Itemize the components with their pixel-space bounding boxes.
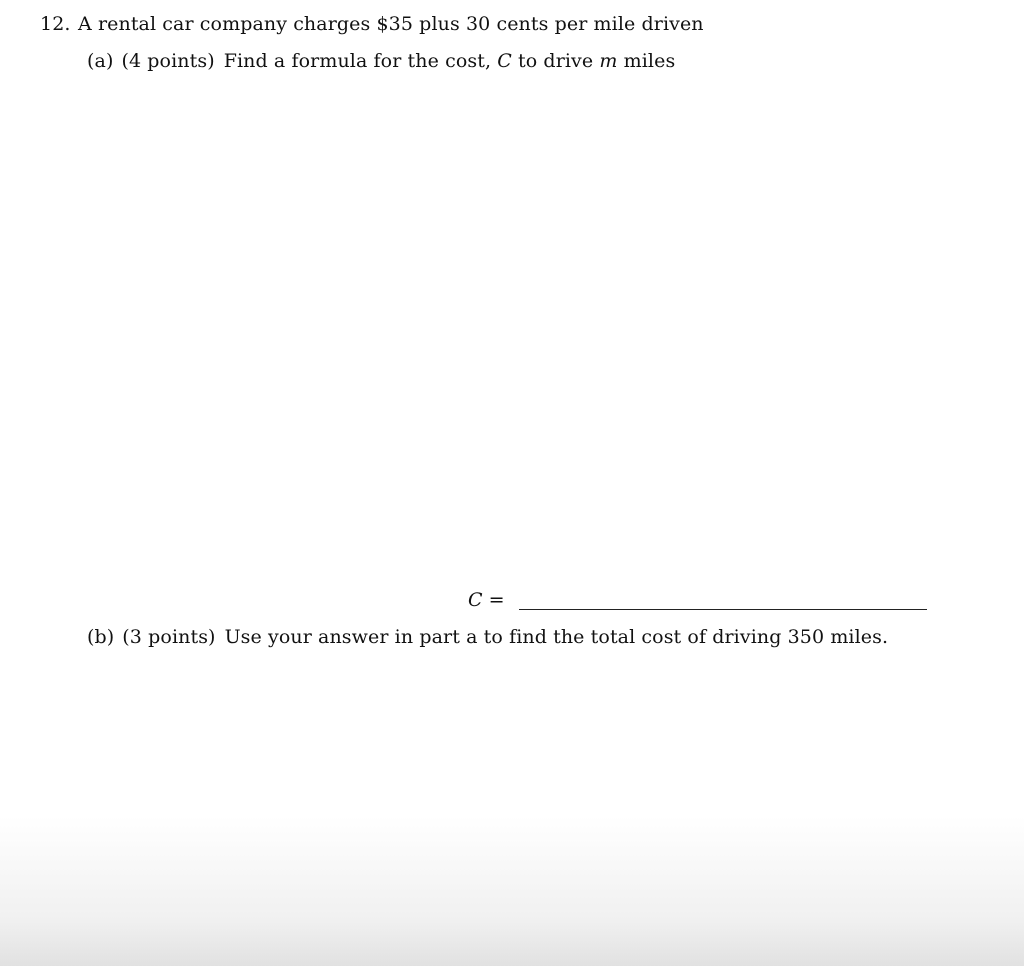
- variable-m: m: [599, 50, 618, 72]
- part-a-text-1: Find a formula for the cost,: [223, 50, 492, 72]
- part-a-text-3: miles: [623, 50, 676, 72]
- answer-label: [468, 588, 505, 612]
- part-a: [87, 49, 675, 73]
- variable-c: C: [497, 50, 512, 72]
- answer-equals: =: [488, 589, 505, 611]
- part-b-points: (3 points): [122, 626, 216, 648]
- part-a-label: (a): [87, 50, 114, 72]
- part-a-text-2: to drive: [518, 50, 594, 72]
- part-b-text: Use your answer in part a to find the total cost of driving 350 miles.: [224, 626, 889, 648]
- part-a-points: (4 points): [121, 50, 215, 72]
- answer-variable: C: [468, 589, 483, 611]
- part-b: [87, 625, 888, 649]
- question-stem: A rental car company charges $35 plus 30 cents per mile driven: [78, 13, 704, 35]
- question-number: 12.: [40, 13, 71, 35]
- answer-blank-line[interactable]: [519, 609, 927, 610]
- page-shadow: [0, 816, 1024, 966]
- question-12: [40, 12, 704, 36]
- part-b-label: (b): [87, 626, 115, 648]
